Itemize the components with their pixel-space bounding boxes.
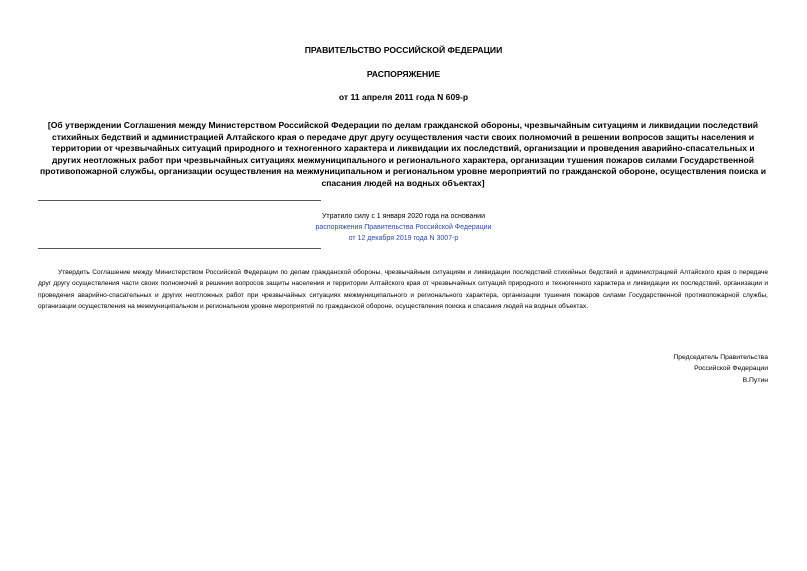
document-date-number: от 11 апреля 2011 года N 609-р [338, 92, 469, 102]
divider-top [38, 200, 321, 201]
repeal-link[interactable] [250, 222, 557, 244]
document-subject: [Об утверждении Соглашения между Министерством Российской Федерации по делам гражданской обороны, чрезвычайным ситуациям и ликвидации последствий стихийных бедствий и администрацией Алтайского края о передаче друг другу осуществления части своих полномочий в решении вопросов защиты населения и территории от чрезвычайных ситуаций природного и техногенного характера и ликвидации их последствий, организации и проведения аварийно-спасательных и других неотложных работ при чрезвычайных ситуациях межмуниципального и регионального характера, организации тушения пожаров силами Государственной противопожарной службы, организации осуществления на межмуниципальном и региональном уровне мероприятий по гражданской обороне, осуществления поиска и спасания людей на водных объектах] [39, 120, 767, 188]
repeal-link-line2: от 12 декабря 2019 года N 3007-р [348, 235, 459, 242]
signature-block [520, 352, 768, 386]
status-note [250, 211, 557, 244]
signature-name: В.Путин [742, 376, 768, 384]
document-body: Утвердить Соглашение между Министерством Российской Федерации по делам гражданской обороны, чрезвычайным ситуациям и ликвидации последствий стихийных бедствий и администрацией Алтайского края о передаче друг другу осуществления части своих полномочий в решении вопросов защиты населения и территории Алтайского края от чрезвычайных ситуаций природного и техногенного характера и ликвидации их последствий, организации и проведения аварийно-спасательных и других неотложных работ при чрезвычайных ситуациях межмуниципального и регионального характера, организации тушения пожаров силами Государственной противопожарной службы, организации осуществления на межмуниципальном и региональном уровне мероприятий по гражданской обороне, осуществления поиска и спасания людей на водных объектах. [38, 269, 768, 310]
document-type: РАСПОРЯЖЕНИЕ [366, 69, 441, 79]
signature-position: Председатель Правительства [673, 354, 768, 361]
divider-bottom [38, 248, 321, 249]
status-note-text: Утратило силу с 1 января 2020 года на основании [321, 213, 486, 220]
government-title: ПРАВИТЕЛЬСТВО РОССИЙСКОЙ ФЕДЕРАЦИИ [304, 45, 503, 55]
repeal-link-line1: распоряжения Правительства Российской Федерации [315, 224, 492, 231]
signature-country: Российской Федерации [694, 365, 768, 373]
